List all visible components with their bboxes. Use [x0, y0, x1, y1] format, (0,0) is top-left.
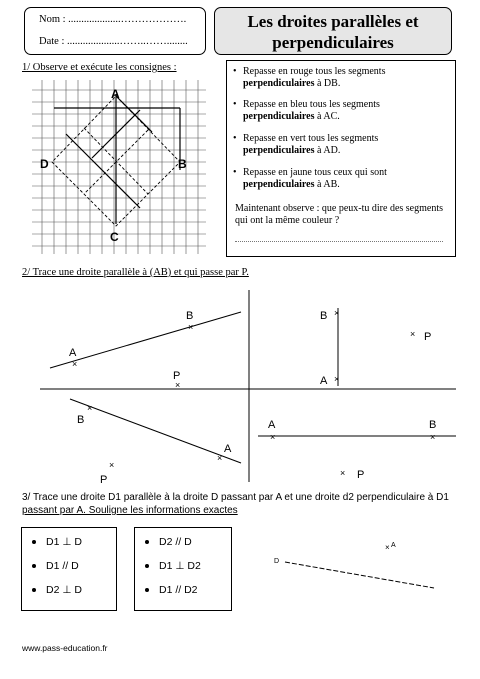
bullet-icon: [32, 588, 36, 592]
date-label: Date :: [39, 36, 67, 47]
q3-x-a: ×: [217, 453, 223, 463]
observation-question: Maintenant observe : que peux-tu dire des segments qui ont la même couleur ?: [235, 203, 443, 226]
q4-label-a: A: [268, 419, 276, 431]
exercise-3-heading-line-1: 3/ Trace une droite D1 parallèle à la droite D passant par A et une droite d2 perpendiculaire à D1: [22, 492, 449, 503]
instruction-green: • Repasse en vert tous les segments perpendiculaires à AD.: [233, 133, 379, 156]
q1-line-ab: [50, 312, 241, 368]
q4-label-p: P: [357, 469, 365, 481]
option-d2-perp-d[interactable]: D2 ⊥ D: [32, 584, 82, 596]
q4-x-p: ×: [340, 468, 346, 478]
instruction-blue: • Repasse en bleu tous les segments perpendiculaires à AC.: [233, 99, 380, 122]
q1-x-b: ×: [188, 322, 194, 332]
q1-label-a: A: [69, 347, 77, 359]
q3-x-p: ×: [109, 460, 115, 470]
option-d2-parallel-d[interactable]: D2 // D: [145, 536, 192, 548]
bullet-icon: [32, 564, 36, 568]
option-d1-perp-d2[interactable]: D1 ⊥ D2: [145, 560, 201, 572]
point-a-mark: ×: [385, 543, 390, 552]
exercise-3-heading-line-2: passant par A. Souligne les informations exactes: [22, 505, 238, 516]
q2-x-b: ×: [334, 308, 340, 318]
name-date-box: [24, 7, 206, 55]
q1-x-p: ×: [175, 380, 181, 390]
line-d: [285, 562, 434, 588]
bullet-icon: [32, 540, 36, 544]
q2-x-a: ×: [334, 374, 340, 384]
exercise-1-grid-figure: [30, 78, 208, 256]
option-d1-parallel-d2[interactable]: D1 // D2: [145, 584, 198, 596]
q4-x-a: ×: [270, 432, 276, 442]
solid-lines: [54, 94, 180, 224]
q2-label-p: P: [424, 331, 432, 343]
answer-line[interactable]: [235, 241, 443, 242]
title-line-1: Les droites parallèles et: [247, 12, 419, 31]
line-d-label: D: [274, 558, 280, 565]
exercise-2-figure: [0, 286, 480, 486]
q1-x-a: ×: [72, 359, 78, 369]
q2-x-p: ×: [410, 329, 416, 339]
bullet-icon: [145, 540, 149, 544]
bullet-icon: [145, 564, 149, 568]
title-line-2: perpendiculaires: [272, 33, 394, 52]
point-c-label: C: [110, 230, 119, 244]
instructions-box: [226, 60, 456, 257]
options-box-2: [134, 527, 232, 611]
nom-label: Nom :: [39, 14, 69, 25]
exercise-1-heading: 1/ Observe et exécute les consignes :: [22, 62, 177, 73]
q1-label-p: P: [173, 370, 181, 382]
q4-x-b: ×: [430, 432, 436, 442]
q1-label-b: B: [186, 310, 194, 322]
instruction-red: • Repasse en rouge tous les segments perpendiculaires à DB.: [233, 66, 386, 89]
q3-line-ab: [70, 399, 241, 463]
point-a-label: A: [111, 87, 120, 101]
options-box-1: [21, 527, 117, 611]
bullet-icon: [145, 588, 149, 592]
title-box: [214, 7, 452, 55]
footer-url[interactable]: www.pass-education.fr: [22, 643, 108, 653]
nom-dots: ....................……………….: [68, 14, 187, 25]
q4-label-b: B: [429, 419, 437, 431]
nom-line[interactable]: [39, 14, 186, 25]
exercise-3-figure: [260, 530, 460, 600]
point-b-label: B: [178, 157, 187, 171]
q2-label-a: A: [320, 375, 328, 387]
q3-x-b: ×: [87, 403, 93, 413]
exercise-2-heading: 2/ Trace une droite parallèle à (AB) et qui passe par P.: [22, 267, 249, 278]
q3-label-p: P: [100, 474, 108, 486]
q3-label-b: B: [77, 414, 85, 426]
date-dots: ....................……..……........: [67, 36, 188, 47]
point-d-label: D: [40, 157, 49, 171]
date-line[interactable]: [39, 36, 188, 47]
q3-label-a: A: [224, 443, 232, 455]
point-a-label: A: [391, 542, 396, 549]
instruction-yellow: • Repasse en jaune tous ceux qui sont perpendiculaires à AB.: [233, 167, 387, 190]
option-d1-perp-d[interactable]: D1 ⊥ D: [32, 536, 82, 548]
q2-label-b: B: [320, 310, 328, 322]
option-d1-parallel-d[interactable]: D1 // D: [32, 560, 79, 572]
